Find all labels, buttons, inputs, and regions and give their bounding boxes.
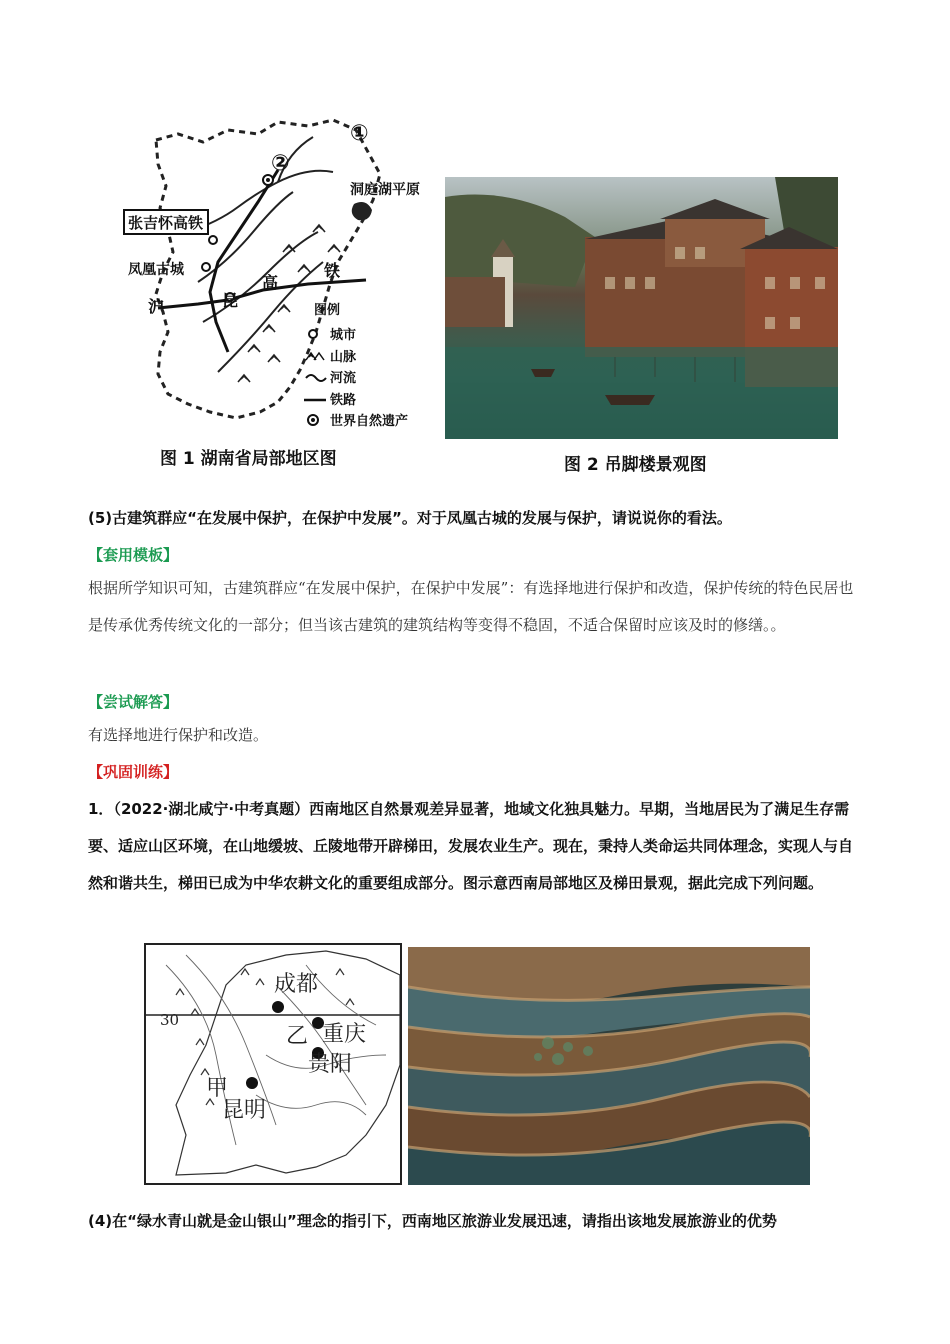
practice-heading: 【巩固训练】 <box>88 763 179 781</box>
dot-kunming <box>246 1077 258 1089</box>
dot-chengdu <box>272 1001 284 1013</box>
legend-city: 城市 <box>330 328 357 343</box>
southwest-map <box>144 943 402 1185</box>
marker-2: ② <box>271 151 290 176</box>
question-4: (4)在“绿水青山就是金山银山”理念的指引下，西南地区旅游业发展迅速，请指出该地发展旅游业的优势 <box>88 1212 777 1230</box>
q1-text: 西南地区自然景观差异显著，地域文化独具魅力。早期，当地居民为了满足生存需要、适应山区环境，在山地缓坡、丘陵地带开辟梯田，发展农业生产。现在，秉持人类命运共同体理念，实现人与自然和谐共生，梯田已成为中华农耕文化的重要组成部分。图示意西南局部地区及梯田景观，据此完成下列问题。 <box>88 800 854 892</box>
figure2-photo <box>445 177 838 439</box>
label-kun: 昆 <box>222 291 239 310</box>
label-jia: 甲 <box>206 1076 229 1101</box>
label-railway-box: 张吉怀高铁 <box>128 214 204 232</box>
label-gao: 高 <box>262 273 279 292</box>
q1-source: （2022·湖北咸宁·中考真题） <box>113 800 310 818</box>
legend-railway: 铁路 <box>330 393 357 408</box>
template-text: 根据所学知识可知，古建筑群应“在发展中保护，在保护中发展”：有选择地进行保护和改造，保护传统的特色民居也是传承优秀传统文化的一部分；但当该古建筑的建筑结构等变得不稳固，不适合保留时应该及时的修缮。。 <box>88 579 854 634</box>
practice-question-1 <box>88 791 862 902</box>
question-5: (5)古建筑群应“在发展中保护，在保护中发展”。对于凤凰古城的发展与保护，请说说你的看法。 <box>88 509 732 527</box>
label-guiyang: 贵阳 <box>308 1052 353 1077</box>
q1-number: 1． <box>88 800 114 818</box>
figure1-caption: 图 1 湖南省局部地区图 <box>160 449 337 469</box>
stilt-house-scene <box>445 177 838 439</box>
label-kunming: 昆明 <box>222 1098 267 1123</box>
city-fenghuang <box>202 263 210 271</box>
label-hu: 沪 <box>148 297 165 316</box>
river-3 <box>203 232 318 322</box>
attempt-text: 有选择地进行保护和改造。 <box>88 726 269 744</box>
legend-mountain: 山脉 <box>330 350 357 365</box>
label-tie: 铁 <box>324 261 341 280</box>
label-chongqing: 重庆 <box>322 1022 367 1047</box>
terrace-scene <box>408 947 810 1185</box>
dongting-lake <box>352 202 372 220</box>
label-dongting: 洞庭湖平原 <box>350 182 420 198</box>
label-latitude: 30 <box>160 1011 180 1029</box>
terrace-photo <box>408 947 810 1185</box>
template-heading: 【套用模板】 <box>88 546 179 564</box>
southwest-map-svg <box>146 945 400 1183</box>
hunan-map-svg <box>118 112 438 442</box>
label-yi: 乙 <box>286 1024 309 1049</box>
figure2-caption: 图 2 吊脚楼景观图 <box>564 455 707 475</box>
legend-river: 河流 <box>330 371 357 386</box>
label-chengdu: 成都 <box>274 972 319 997</box>
zhangjihuai-railway <box>210 170 278 352</box>
figure1-map <box>118 112 438 442</box>
attempt-heading: 【尝试解答】 <box>88 693 179 711</box>
legend-title: 图例 <box>314 303 341 318</box>
city-2 <box>209 236 217 244</box>
legend-heritage: 世界自然遗产 <box>330 414 409 429</box>
label-fenghuang: 凤凰古城 <box>128 262 184 278</box>
marker-1: ① <box>350 121 369 146</box>
